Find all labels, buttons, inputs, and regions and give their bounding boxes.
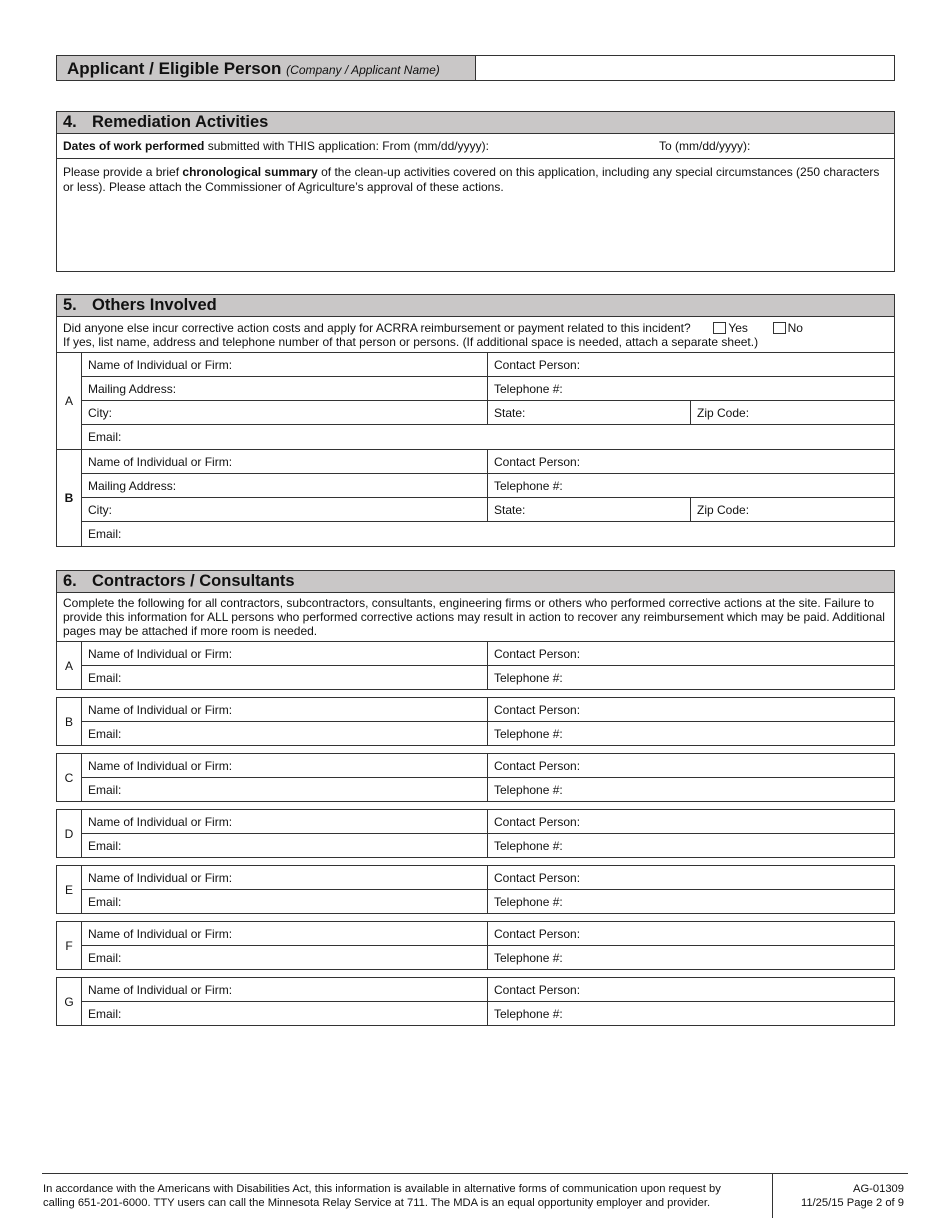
contact-field[interactable]: Contact Person: xyxy=(494,927,581,941)
ada-notice: In accordance with the Americans with Disabilities Act, this information is available in alternative forms of communication upon request by calling 651-201-6000. TTY users can call the Minnesota Relay Service at 711. The MDA is an equal opportunity employer and provider. xyxy=(42,1174,773,1218)
telephone-field[interactable]: Telephone #: xyxy=(494,1007,563,1021)
name-field[interactable]: Name of Individual or Firm: xyxy=(82,450,488,473)
group-letter: A xyxy=(57,353,82,449)
group-letter: A xyxy=(57,642,82,689)
telephone-field[interactable]: Telephone #: xyxy=(494,951,563,965)
state-field[interactable]: State: xyxy=(488,401,691,424)
section-6-header: 6. Contractors / Consultants xyxy=(57,571,894,593)
state-field[interactable]: State: xyxy=(488,498,691,521)
mailing-address-field[interactable]: Mailing Address: xyxy=(82,377,488,400)
email-field[interactable]: Email: xyxy=(88,527,122,541)
contact-field[interactable]: Contact Person: xyxy=(494,358,581,372)
page-footer xyxy=(42,1173,908,1218)
group-letter: F xyxy=(57,922,82,969)
group-letter: G xyxy=(57,978,82,1025)
section-4-header: 4. Remediation Activities xyxy=(57,112,894,134)
section-contractors-consultants xyxy=(56,570,895,642)
name-field[interactable]: Name of Individual or Firm: xyxy=(82,698,488,721)
email-field[interactable]: Email: xyxy=(82,778,488,802)
group-letter: B xyxy=(57,450,82,546)
zip-field[interactable]: Zip Code: xyxy=(697,503,750,517)
others-involved-question: Did anyone else incur corrective action costs and apply for ACRRA reimbursement or payment related to this incident? Yes No If yes, list name, address and telephone number of that person or persons. (If additional space is needed, attach a separate sheet.) xyxy=(57,317,894,353)
dates-of-work-row[interactable] xyxy=(57,134,894,159)
contractor-group-g xyxy=(56,977,895,1026)
others-group-b xyxy=(57,450,894,546)
telephone-field[interactable]: Telephone #: xyxy=(494,382,563,396)
contractor-group-d xyxy=(56,809,895,858)
group-letter: C xyxy=(57,754,82,801)
name-field[interactable]: Name of Individual or Firm: xyxy=(82,810,488,833)
name-field[interactable]: Name of Individual or Firm: xyxy=(82,922,488,945)
email-field[interactable]: Email: xyxy=(82,666,488,690)
contractor-group-c xyxy=(56,753,895,802)
email-field[interactable]: Email: xyxy=(88,430,122,444)
to-date-label: To (mm/dd/yyyy): xyxy=(659,139,751,153)
group-letter: D xyxy=(57,810,82,857)
contact-field[interactable]: Contact Person: xyxy=(494,815,581,829)
contractor-group-e xyxy=(56,865,895,914)
yes-checkbox[interactable] xyxy=(713,322,726,334)
email-field[interactable]: Email: xyxy=(82,946,488,970)
contact-field[interactable]: Contact Person: xyxy=(494,703,581,717)
telephone-field[interactable]: Telephone #: xyxy=(494,895,563,909)
contact-field[interactable]: Contact Person: xyxy=(494,647,581,661)
email-field[interactable]: Email: xyxy=(82,1002,488,1026)
email-field[interactable]: Email: xyxy=(82,890,488,914)
page-number: 11/25/15 Page 2 of 9 xyxy=(800,1197,904,1209)
form-number: AG-01309 xyxy=(853,1183,904,1195)
section-remediation-activities xyxy=(56,111,895,272)
applicant-name-row xyxy=(56,55,895,81)
contractor-group-b xyxy=(56,697,895,746)
form-info xyxy=(773,1174,908,1218)
section-others-involved xyxy=(56,294,895,547)
zip-field[interactable]: Zip Code: xyxy=(697,406,750,420)
contact-field[interactable]: Contact Person: xyxy=(494,983,581,997)
name-field[interactable]: Name of Individual or Firm: xyxy=(82,642,488,665)
group-letter: E xyxy=(57,866,82,913)
email-field[interactable]: Email: xyxy=(82,834,488,858)
name-field[interactable]: Name of Individual or Firm: xyxy=(82,754,488,777)
contact-field[interactable]: Contact Person: xyxy=(494,455,581,469)
applicant-label: Applicant / Eligible Person (Company / Applicant Name) xyxy=(57,56,476,80)
telephone-field[interactable]: Telephone #: xyxy=(494,479,563,493)
email-field[interactable]: Email: xyxy=(82,722,488,746)
section-5-header: 5. Others Involved xyxy=(57,295,894,317)
others-group-a xyxy=(57,353,894,450)
contact-field[interactable]: Contact Person: xyxy=(494,871,581,885)
mailing-address-field[interactable]: Mailing Address: xyxy=(82,474,488,497)
telephone-field[interactable]: Telephone #: xyxy=(494,671,563,685)
city-field[interactable]: City: xyxy=(82,498,488,521)
no-checkbox[interactable] xyxy=(773,322,786,334)
name-field[interactable]: Name of Individual or Firm: xyxy=(82,978,488,1001)
telephone-field[interactable]: Telephone #: xyxy=(494,839,563,853)
dates-label: Dates of work performed submitted with THIS application: From (mm/dd/yyyy): xyxy=(63,139,489,153)
contact-field[interactable]: Contact Person: xyxy=(494,759,581,773)
telephone-field[interactable]: Telephone #: xyxy=(494,783,563,797)
group-letter: B xyxy=(57,698,82,745)
telephone-field[interactable]: Telephone #: xyxy=(494,727,563,741)
name-field[interactable]: Name of Individual or Firm: xyxy=(82,353,488,376)
applicant-name-field[interactable] xyxy=(476,56,894,80)
contractor-group-f xyxy=(56,921,895,970)
contractors-instructions: Complete the following for all contractors, subcontractors, consultants, engineering firms or others who performed corrective actions at the site. Failure to provide this information for ALL persons who performed corrective actions may result in action to recover any reimbursement which may be paid. Additional pages may be attached if more room is needed. xyxy=(63,596,885,638)
name-field[interactable]: Name of Individual or Firm: xyxy=(82,866,488,889)
chronological-summary-field[interactable]: Please provide a brief chronological summary of the clean-up activities covered on this application, including any special circumstances (250 characters or less). Please attach the Commissioner of Agriculture’s approval of these actions. xyxy=(63,165,880,194)
contractor-group-a xyxy=(56,641,895,690)
city-field[interactable]: City: xyxy=(82,401,488,424)
